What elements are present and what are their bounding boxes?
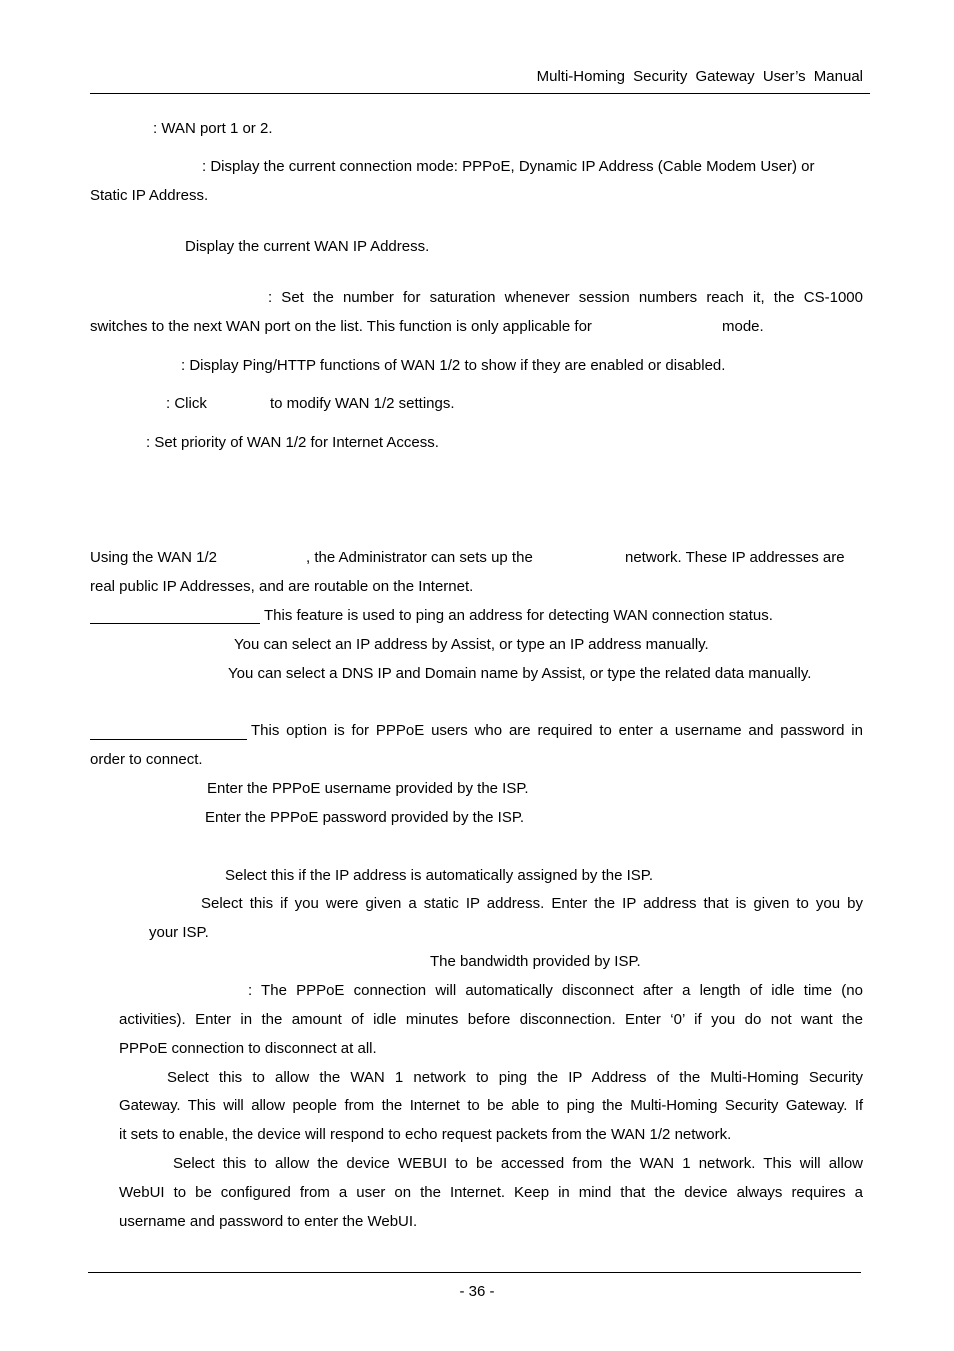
text-line: Enter the PPPoE username provided by the ISP.: [207, 780, 529, 797]
text-line: Using the WAN 1/2: [90, 549, 217, 566]
text-line: Select this to allow the device WEBUI to be accessed from the WAN 1 network. This will allow: [173, 1155, 863, 1172]
text-line: Static IP Address.: [90, 187, 209, 204]
text-line: Display the current WAN IP Address.: [185, 238, 430, 255]
page-number: - 36 -: [459, 1283, 495, 1300]
text-line: network. These IP addresses are: [625, 549, 845, 566]
text-line: Select this to allow the WAN 1 network to ping the IP Address of the Multi-Homing Security: [167, 1069, 863, 1086]
text-line: order to connect.: [90, 751, 203, 768]
text-line: : Display Ping/HTTP functions of WAN 1/2 to show if they are enabled or disabled.: [181, 357, 726, 374]
text-line: Gateway. This will allow people from the Internet to be able to ping the Multi-Homing Security Gateway. If: [119, 1097, 863, 1114]
text-line: username and password to enter the WebUI.: [119, 1213, 418, 1230]
text-line: This feature is used to ping an address for detecting WAN connection status.: [264, 607, 773, 624]
text-line: : Set the number for saturation whenever session numbers reach it, the CS-1000: [268, 289, 863, 306]
heading-underline: [90, 739, 247, 740]
text-line: it sets to enable, the device will respond to echo request packets from the WAN 1/2 network.: [119, 1126, 732, 1143]
text-line: PPPoE connection to disconnect at all.: [119, 1040, 377, 1057]
text-line: your ISP.: [149, 924, 209, 941]
text-line: mode.: [722, 318, 764, 335]
header-rule: [90, 93, 870, 94]
text-line: : Set priority of WAN 1/2 for Internet Access.: [146, 434, 439, 451]
text-line: activities). Enter in the amount of idle minutes before disconnection. Enter ‘0’ if you do not want the: [119, 1011, 863, 1028]
text-line: Select this if you were given a static IP address. Enter the IP address that is given to you by: [201, 895, 863, 912]
heading-underline: [90, 623, 260, 624]
text-line: You can select a DNS IP and Domain name by Assist, or type the related data manually.: [228, 665, 812, 682]
text-line: real public IP Addresses, and are routable on the Internet.: [90, 578, 474, 595]
text-line: Enter the PPPoE password provided by the ISP.: [205, 809, 525, 826]
text-line: : Display the current connection mode: PPPoE, Dynamic IP Address (Cable Modem User) or: [202, 158, 815, 175]
text-line: You can select an IP address by Assist, or type an IP address manually.: [234, 636, 709, 653]
text-line: , the Administrator can sets up the: [306, 549, 533, 566]
text-line: : Click: [166, 395, 207, 412]
footer-rule: [88, 1272, 861, 1273]
text-line: Select this if the IP address is automatically assigned by the ISP.: [225, 867, 654, 884]
text-line: : The PPPoE connection will automatically disconnect after a length of idle time (no: [248, 982, 863, 999]
text-line: to modify WAN 1/2 settings.: [270, 395, 455, 412]
text-line: The bandwidth provided by ISP.: [430, 953, 641, 970]
text-line: WebUI to be configured from a user on the Internet. Keep in mind that the device always requires a: [119, 1184, 863, 1201]
running-header: Multi-Homing Security Gateway User’s Manual: [536, 68, 863, 85]
text-line: : WAN port 1 or 2.: [153, 120, 273, 137]
text-line: This option is for PPPoE users who are required to enter a username and password in: [251, 722, 863, 739]
text-line: switches to the next WAN port on the list. This function is only applicable for: [90, 318, 592, 335]
